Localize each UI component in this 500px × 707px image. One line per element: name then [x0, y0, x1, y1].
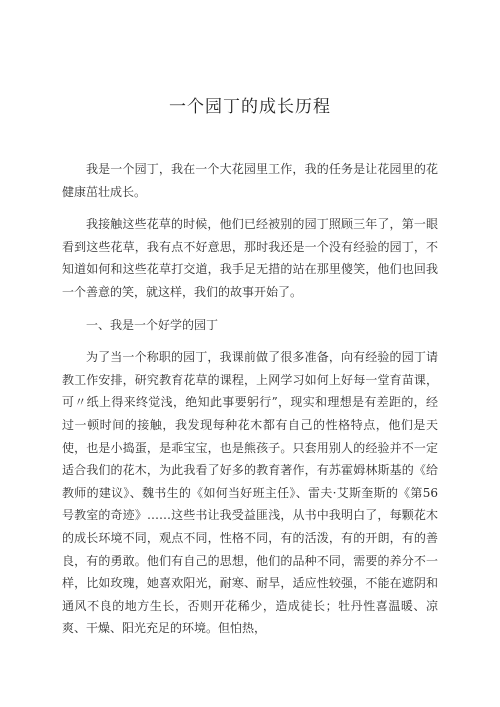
section-heading: 一、我是一个好学的园丁 — [86, 317, 219, 332]
document-body — [62, 158, 438, 650]
paragraph-first-meeting: 我接触这些花草的时候，他们已经被别的园丁照顾三年了，第一眼看到这些花草，我有点不好意思，那时我还是一个没有经验的园丁，不知道如何和这些花草打交道，我手足无措的站在那里傻笑，他们也回我一个善意的笑，就这样，我们的故事开始了。 — [62, 217, 438, 299]
paragraph-intro: 我是一个园丁，我在一个大花园里工作，我的任务是让花园里的花健康茁壮成长。 — [62, 162, 438, 199]
paragraph-learning: 为了当一个称职的园丁，我课前做了很多准备，向有经验的园丁请教工作安排，研究教育花草的课程，上网学习如何上好每一堂育苗课，可〃纸上得来终觉浅，绝知此事要躬行”，现实和理想是有差距的，经过一顿时间的接触，我发现每种花木都有自己的性格特点，他们是天使，也是小捣蛋，是乖宝宝，也是熊孩子。只套用别人的经验并不一定适合我们的花木，为此我看了好多的教育著作，有苏霍姆林斯基的《给教师的建议》、魏书生的《如何当好班主任》、雷夫·艾斯奎斯的《第56号教室的奇迹》……这些书让我受益匪浅，从书中我明白了，每颗花木的成长环境不同，观点不同，性格不同，有的活泼，有的开朗，有的善良，有的勇敢。他们有自己的思想，他们的品种不同，需要的养分不一样，比如玫瑰，她喜欢阳光，耐寒、耐旱，适应性较强，不能在遮阴和通风不良的地方生长，否则开花稀少，造成徒长；牡丹性喜温暖、凉爽、干燥、阳光充足的环境。但怕热， — [62, 350, 438, 636]
page-title: 一个园丁的成长历程 — [169, 97, 331, 117]
